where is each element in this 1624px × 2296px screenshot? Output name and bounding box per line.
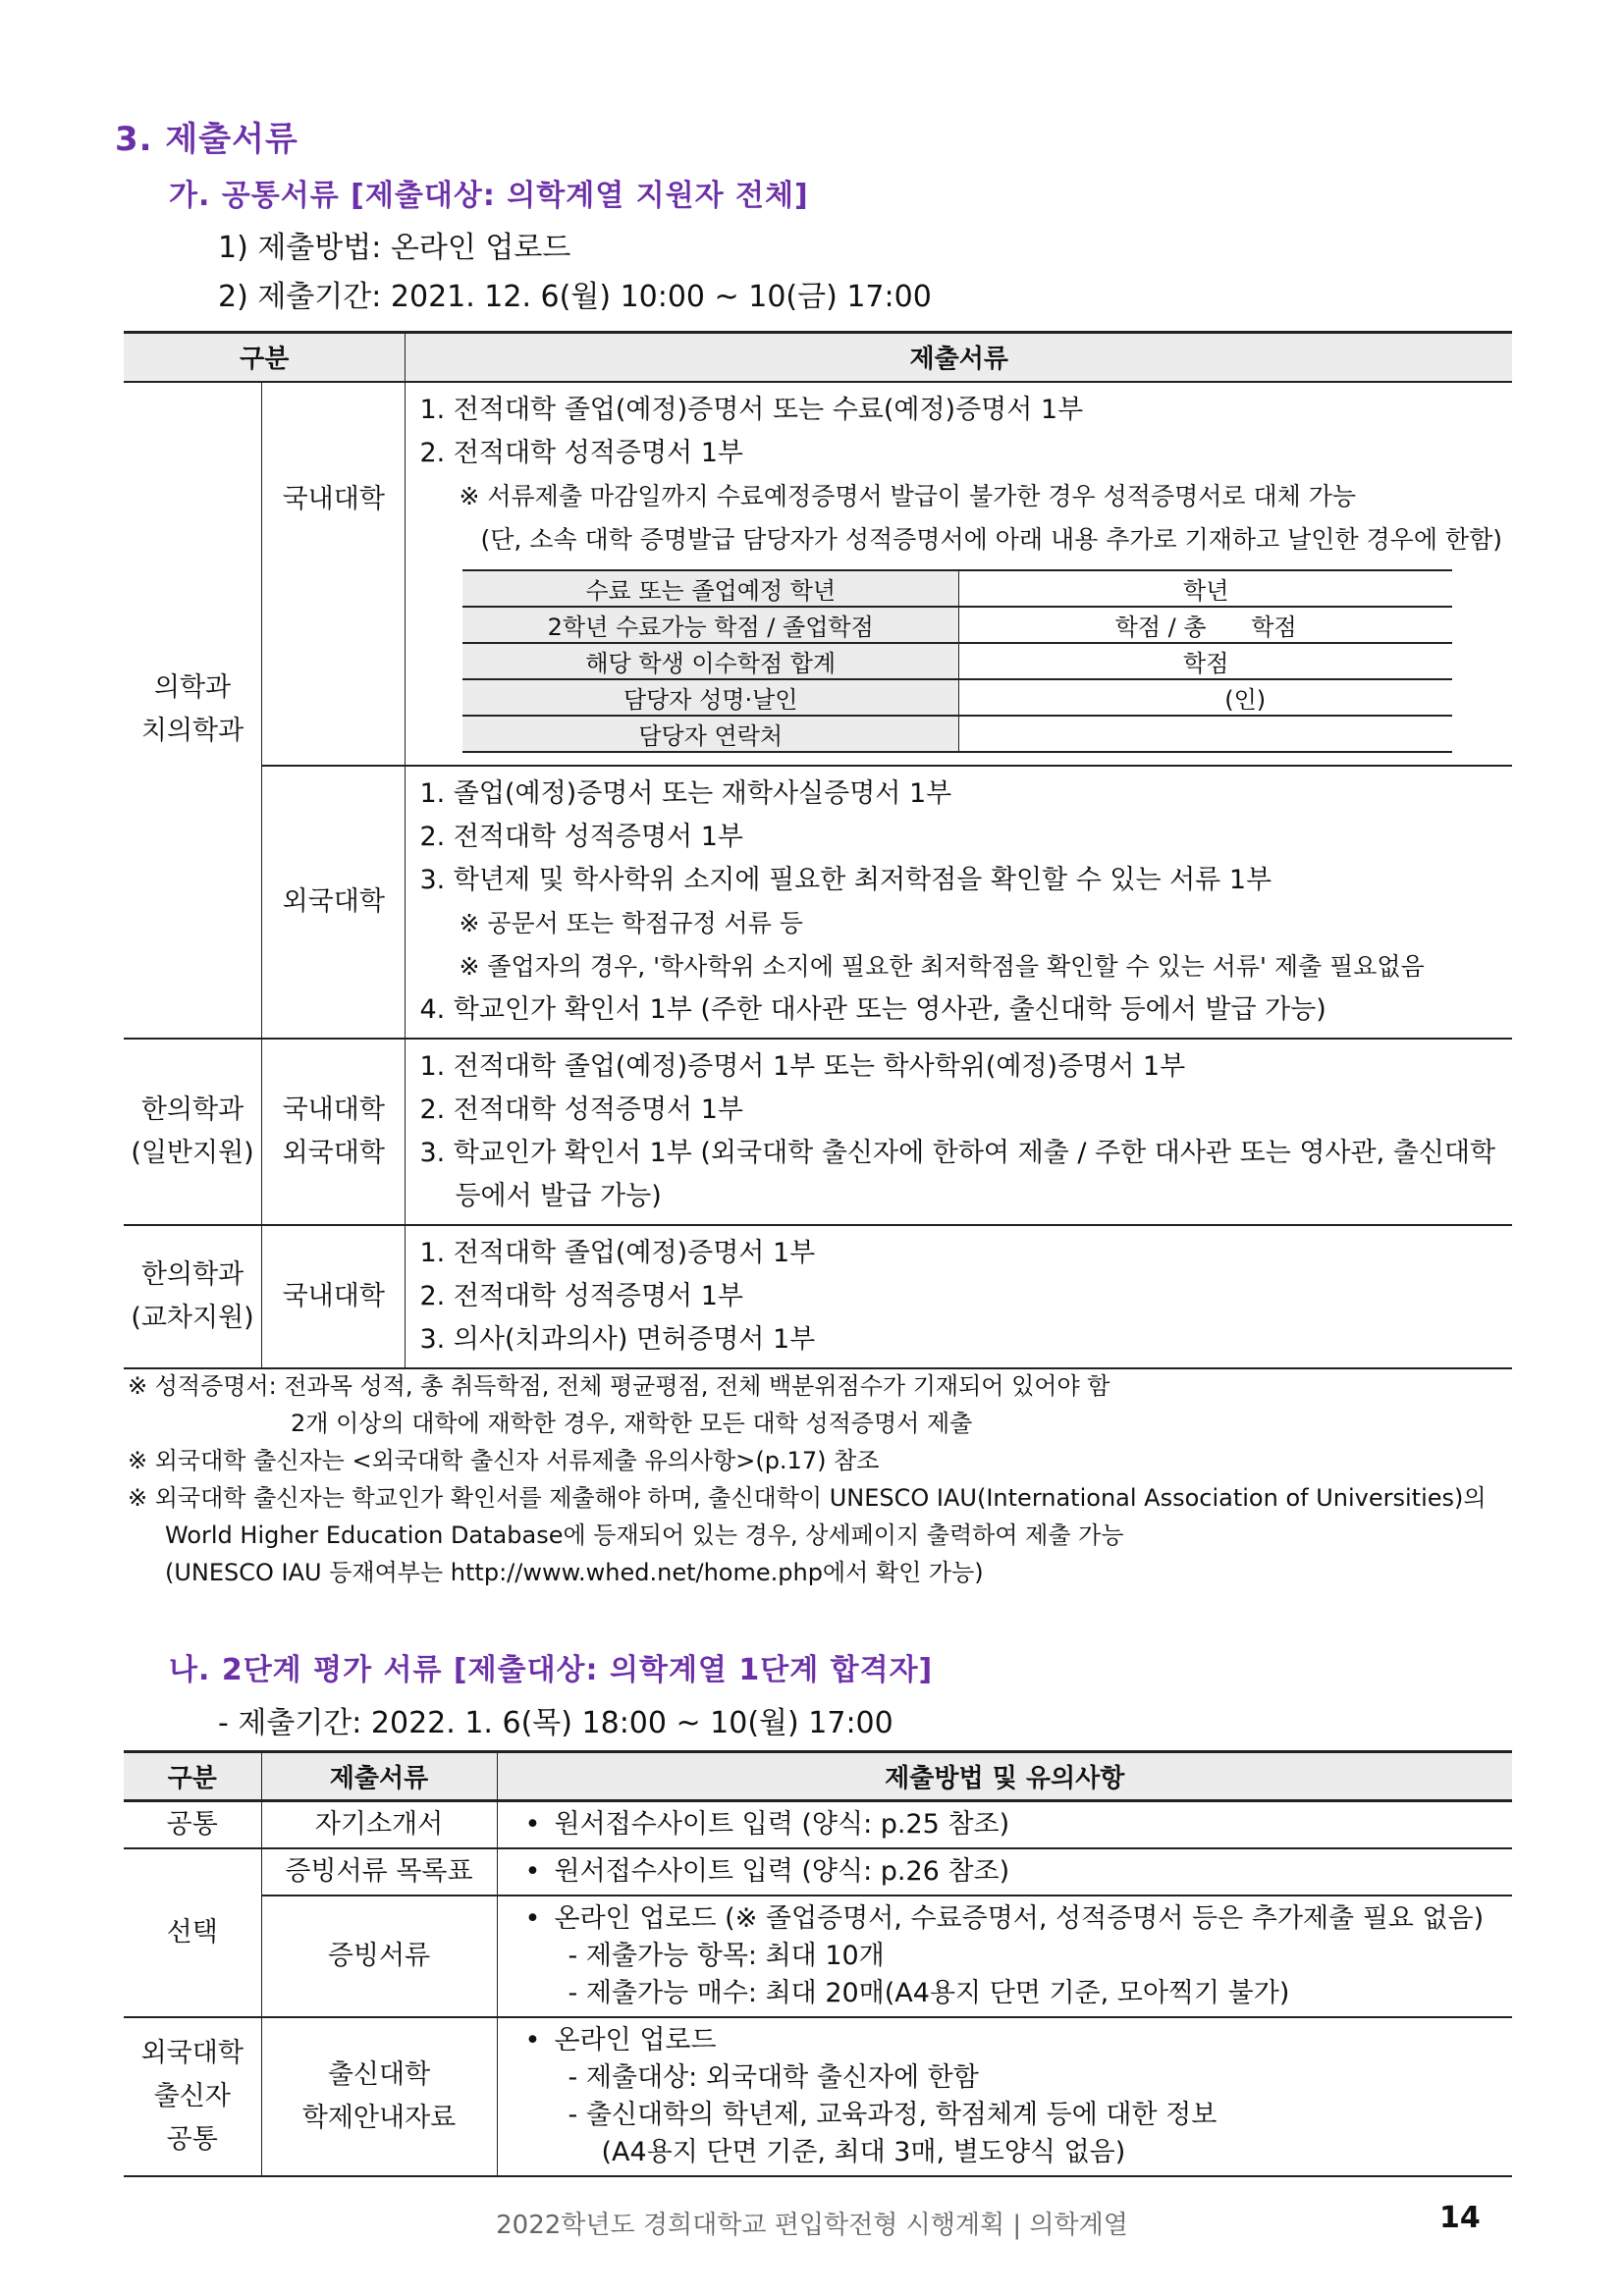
- doc-item: 3. 의사(치과의사) 면허증명서 1부: [419, 1323, 816, 1355]
- box-key: 해당 학생 이수학점 합계: [462, 643, 958, 679]
- box-value: (인): [958, 679, 1452, 716]
- box-key: 담당자 성명·날인: [462, 679, 958, 716]
- note: ※ 성적증명서: 전과목 성적, 총 취득학점, 전체 평균평점, 전체 백분위점수가 기재되어 있어야 함: [128, 1372, 1110, 1400]
- bullet: •: [524, 1809, 541, 1840]
- stage2-documents-table: [124, 1750, 1512, 2177]
- doc-item: 1. 졸업(예정)증명서 또는 재학사실증명서 1부: [419, 777, 952, 809]
- category-label: 한의학과: [140, 1258, 244, 1290]
- foreign-univ-label: 외국대학: [262, 766, 406, 1039]
- bullet-line: [512, 1900, 1503, 1938]
- bullet-text: 온라인 업로드: [554, 2025, 717, 2056]
- bullet: •: [524, 1903, 541, 1934]
- sub-line: - 출신대학의 학년제, 교육과정, 학점체계 등에 대한 정보: [568, 2100, 1218, 2130]
- univ-type-label: 국내대학: [262, 1225, 406, 1368]
- category-label: (교차지원): [131, 1302, 254, 1333]
- doc-note: (단, 소속 대학 증명발급 담당자가 성적증명서에 아래 내용 추가로 기재하고 날인한 경우에 한함): [480, 524, 1502, 554]
- category-label: 출신자: [153, 2081, 231, 2111]
- document-label: 출신대학: [327, 2059, 431, 2090]
- doc-item: 2. 전적대학 성적증명서 1부: [419, 437, 743, 468]
- note: ※ 외국대학 출신자는 학교인가 확인서를 제출해야 하며, 출신대학이 UNESCO IAU(International Association of Universities)의: [128, 1484, 1487, 1512]
- bullet-line: [512, 1806, 1503, 1843]
- common-documents-table: [124, 331, 1512, 1369]
- method-cell: [497, 1801, 1512, 1849]
- document-cell: [261, 2017, 497, 2176]
- subsection-a-title: 가. 공통서류 [제출대상: 의학계열 지원자 전체]: [169, 179, 809, 213]
- header-category: 구분: [124, 333, 406, 382]
- box-value: [958, 716, 1452, 752]
- domestic-docs-cell: [406, 382, 1512, 766]
- bullet: •: [524, 1856, 541, 1887]
- submission-method: 1) 제출방법: 온라인 업로드: [218, 231, 571, 265]
- category-label: 공통: [166, 2124, 218, 2155]
- doc-item: 3. 학년제 및 학사학위 소지에 필요한 최저학점을 확인할 수 있는 서류 1부: [419, 864, 1272, 895]
- doc-item: 4. 학교인가 확인서 1부 (주한 대사관 또는 영사관, 출신대학 등에서 발급 가능): [419, 993, 1326, 1025]
- notes-block: [128, 1367, 1522, 1591]
- bullet-text: 온라인 업로드 (※ 졸업증명서, 수료증명서, 성적증명서 등은 추가제출 필요 없음): [554, 1903, 1485, 1934]
- box-value: 학점 / 총 학점: [958, 607, 1452, 643]
- category-label: 치의학과: [140, 716, 244, 746]
- table-header-row: [124, 333, 1512, 382]
- doc-item: 1. 전적대학 졸업(예정)증명서 1부: [419, 1237, 816, 1268]
- note: ※ 외국대학 출신자는 <외국대학 출신자 서류제출 유의사항>(p.17) 참조: [128, 1447, 880, 1474]
- table-header-row: [124, 1752, 1512, 1801]
- category-label: 한의학과: [140, 1094, 244, 1125]
- category-oriental-general: [124, 1039, 262, 1225]
- table-row: [124, 1848, 1512, 1896]
- table-row: [124, 766, 1512, 1039]
- box-row: [462, 716, 1452, 752]
- box-key: 담당자 연락처: [462, 716, 958, 752]
- header-documents: 제출서류: [261, 1752, 497, 1801]
- doc-item: 1. 전적대학 졸업(예정)증명서 또는 수료(예정)증명서 1부: [419, 394, 1084, 425]
- doc-item: 2. 전적대학 성적증명서 1부: [419, 1280, 743, 1311]
- doc-item: 2. 전적대학 성적증명서 1부: [419, 821, 743, 852]
- table-row: [124, 1896, 1512, 2017]
- bullet-line: [512, 1853, 1503, 1891]
- table-row: [124, 382, 1512, 766]
- doc-note: ※ 공문서 또는 학점규정 서류 등: [459, 908, 803, 937]
- box-row: [462, 570, 1452, 607]
- table-row: [124, 1801, 1512, 1849]
- note: (UNESCO IAU 등재여부는 http://www.whed.net/home.php에서 확인 가능): [165, 1559, 984, 1586]
- box-row: [462, 643, 1452, 679]
- header-method: 제출방법 및 유의사항: [497, 1752, 1512, 1801]
- box-value: 학점: [958, 643, 1452, 679]
- document-label: 학제안내자료: [301, 2103, 457, 2133]
- table-row: [124, 2017, 1512, 2176]
- submission-period: 2) 제출기간: 2021. 12. 6(월) 10:00 ~ 10(금) 17:00: [218, 280, 932, 314]
- foreign-docs-cell: [406, 766, 1512, 1039]
- oriental-cross-docs-cell: [406, 1225, 1512, 1368]
- category-label: 의학과: [153, 672, 232, 703]
- sub-line: - 제출가능 매수: 최대 20매(A4용지 단면 기준, 모아찍기 불가): [568, 1978, 1290, 2008]
- stage2-period: - 제출기간: 2022. 1. 6(목) 18:00 ~ 10(월) 17:00: [218, 1706, 893, 1740]
- bullet-text: 원서접수사이트 입력 (양식: p.25 참조): [554, 1809, 1010, 1840]
- univ-type-label: 외국대학: [282, 1137, 385, 1168]
- page-number: 14: [1439, 2201, 1481, 2235]
- doc-item: 2. 전적대학 성적증명서 1부: [419, 1094, 743, 1125]
- method-cell: [497, 2017, 1512, 2176]
- category-oriental-cross: [124, 1225, 262, 1368]
- category-medicine-dentistry: [124, 382, 262, 1039]
- note: World Higher Education Database에 등재되어 있는 경우, 상세페이지 출력하여 제출 가능: [165, 1522, 1124, 1549]
- document-cell: 증빙서류 목록표: [261, 1848, 497, 1896]
- section-title: 3. 제출서류: [115, 120, 298, 159]
- category-cell: 공통: [124, 1801, 261, 1849]
- document-cell: 자기소개서: [261, 1801, 497, 1849]
- sub-line: - 제출대상: 외국대학 출신자에 한함: [568, 2062, 979, 2093]
- box-row: [462, 607, 1452, 643]
- univ-type-cell: [262, 1039, 406, 1225]
- bullet-line: [512, 2022, 1503, 2059]
- sub-line: - 제출가능 항목: 최대 10개: [568, 1941, 885, 1971]
- bullet-text: 원서접수사이트 입력 (양식: p.26 참조): [554, 1856, 1010, 1887]
- box-key: 2학년 수료가능 학점 / 졸업학점: [462, 607, 958, 643]
- box-key: 수료 또는 졸업예정 학년: [462, 570, 958, 607]
- category-cell: [124, 2017, 261, 2176]
- oriental-general-docs-cell: [406, 1039, 1512, 1225]
- domestic-univ-label: 국내대학: [262, 382, 406, 766]
- doc-note: ※ 서류제출 마감일까지 수료예정증명서 발급이 불가한 경우 성적증명서로 대체 가능: [459, 481, 1357, 510]
- bullet: •: [524, 2025, 541, 2056]
- univ-type-label: 국내대학: [282, 1094, 385, 1125]
- doc-item: 3. 학교인가 확인서 1부 (외국대학 출신자에 한하여 제출 / 주한 대사관 또는 영사관, 출신대학 등에서 발급 가능): [419, 1137, 1496, 1211]
- table-row: [124, 1225, 1512, 1368]
- header-category: 구분: [124, 1752, 261, 1801]
- method-cell: [497, 1896, 1512, 2017]
- table-row: [124, 1039, 1512, 1225]
- doc-note: ※ 졸업자의 경우, '학사학위 소지에 필요한 최저학점을 확인할 수 있는 서류' 제출 필요없음: [459, 951, 1425, 981]
- category-label: 외국대학: [140, 2038, 244, 2068]
- doc-item: 1. 전적대학 졸업(예정)증명서 1부 또는 학사학위(예정)증명서 1부: [419, 1050, 1186, 1082]
- sub-line: (A4용지 단면 기준, 최대 3매, 별도양식 없음): [601, 2137, 1126, 2167]
- subsection-b-title: 나. 2단계 평가 서류 [제출대상: 의학계열 1단계 합격자]: [169, 1653, 934, 1687]
- document-cell: 증빙서류: [261, 1896, 497, 2017]
- box-row: [462, 679, 1452, 716]
- method-cell: [497, 1848, 1512, 1896]
- note: 2개 이상의 대학에 재학한 경우, 재학한 모든 대학 성적증명서 제출: [291, 1410, 973, 1437]
- category-label: (일반지원): [131, 1137, 254, 1168]
- header-documents: 제출서류: [406, 333, 1512, 382]
- page-footer: 2022학년도 경희대학교 편입학전형 시행계획 | 의학계열: [496, 2211, 1128, 2240]
- category-cell: 선택: [124, 1848, 261, 2017]
- box-value: 학년: [958, 570, 1452, 607]
- verification-box: [462, 569, 1452, 753]
